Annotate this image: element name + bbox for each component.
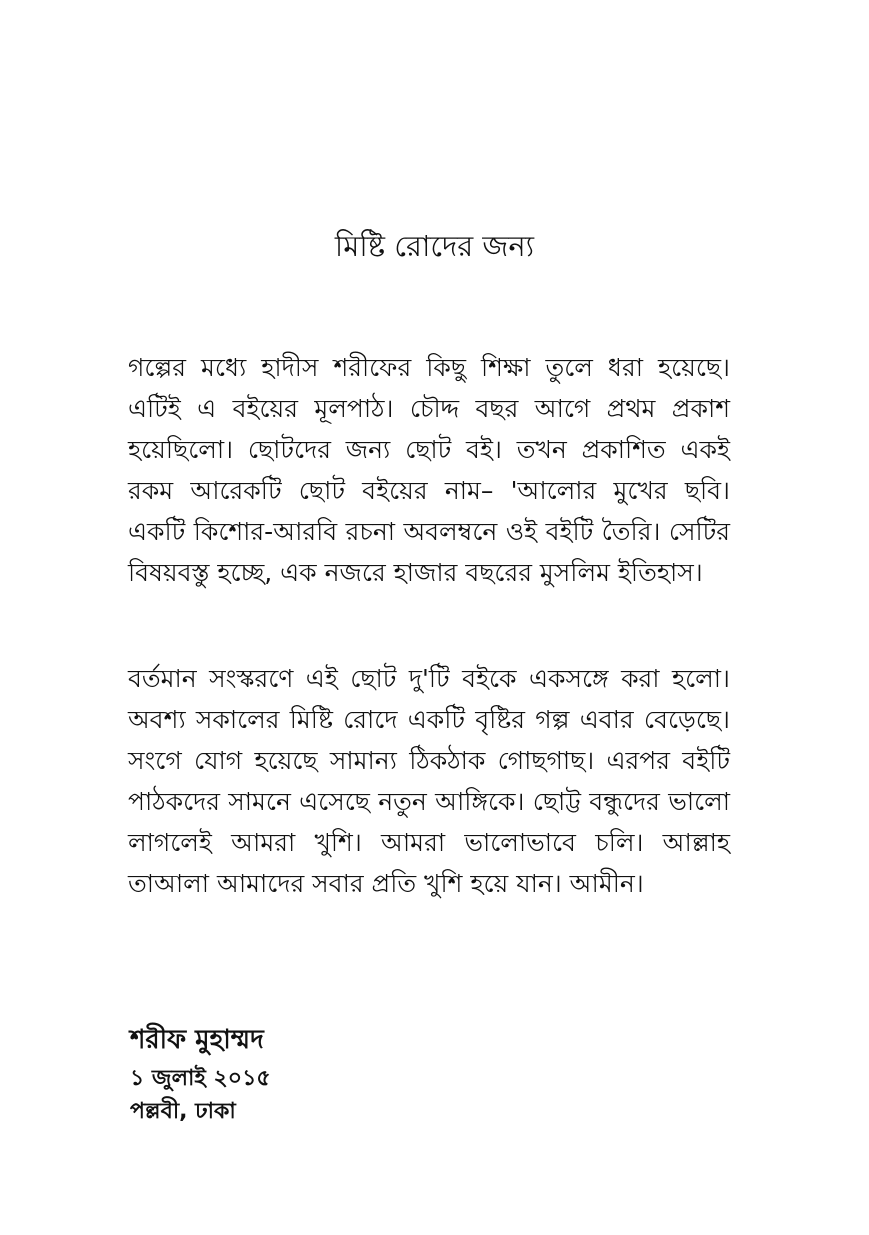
paragraph-2: বর্তমান সংস্করণে এই ছোট দু'টি বইকে একসঙ্গে করা হলো। অবশ্য সকালের মিষ্টি রোদে একটি বৃষ্টির গল্প এবার বেড়েছে। সংগে যোগ হয়েছে সামান্য ঠিকঠাক গোছগাছ। এরপর বইটি পাঠকদের সামনে এসেছে নতুন আঙ্গিকে। ছোট্ট বন্ধুদের ভালো লাগলেই আমরা খুশি। আমরা ভালোভাবে চলি। আল্লাহ তাআলা আমাদের সবার প্রতি খুশি হয়ে যান। আমীন। <box>128 664 730 898</box>
signature-date: ১ জুলাই ২০১৫ <box>130 1066 271 1091</box>
signature-block <box>130 1020 530 1128</box>
author-name: শরীফ মুহাম্মদ <box>130 1025 264 1055</box>
signature-place: পল্লবী, ঢাকা <box>130 1099 236 1124</box>
page-title: মিষ্টি রোদের জন্য <box>334 229 535 263</box>
paragraph-1: গল্পের মধ্যে হাদীস শরীফের কিছু শিক্ষা তুলে ধরা হয়েছে। এটিই এ বইয়ের মূলপাঠ। চৌদ্দ বছর আগে প্রথম প্রকাশ হয়েছিলো। ছোটদের জন্য ছোট বই। তখন প্রকাশিত একই রকম আরেকটি ছোট বইয়ের নাম– 'আলোর মুখের ছবি। একটি কিশোর-আরবি রচনা অবলম্বনে ওই বইটি তৈরি। সেটির বিষয়বস্তু হচ্ছে, এক নজরে হাজার বছরের মুসলিম ইতিহাস। <box>128 353 730 587</box>
